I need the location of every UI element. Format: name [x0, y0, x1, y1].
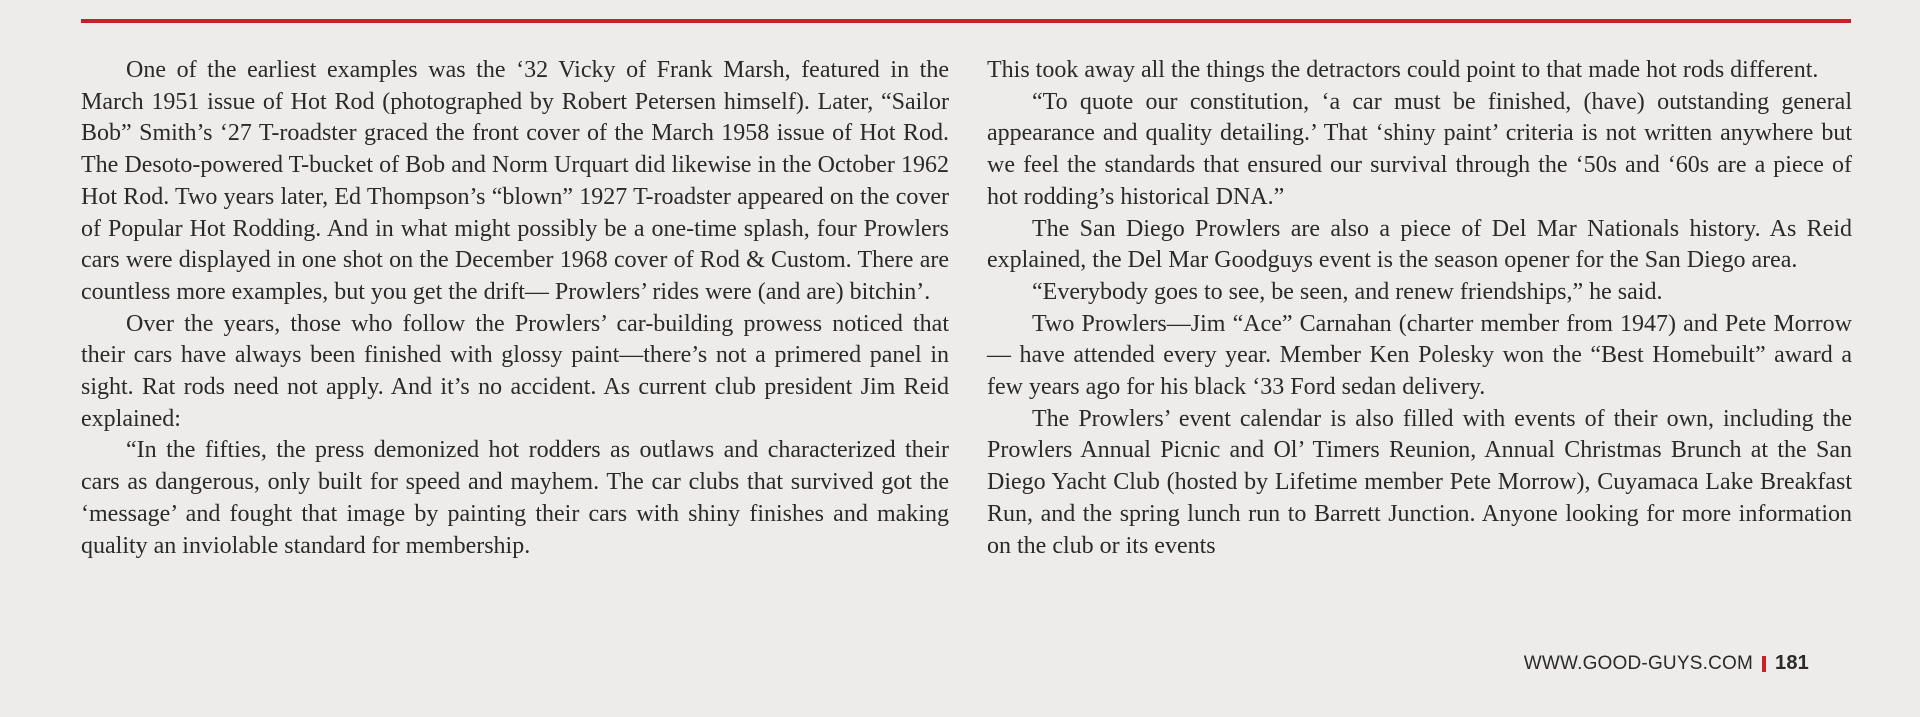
- left-column: [81, 55, 949, 562]
- page-number: 181: [1775, 652, 1809, 674]
- footer-url[interactable]: WWW.GOOD-GUYS.COM: [1523, 652, 1754, 674]
- paragraph: Over the years, those who follow the Prowlers’ car-building prowess noticed that their cars have always been finished with glossy paint—there’s not a primered panel in sight. Rat rods need not apply. And it’s no accident. As current club president Jim Reid explained:: [81, 310, 949, 432]
- paragraph: One of the earliest examples was the ‘32 Vicky of Frank Marsh, featured in the March 1951 issue of Hot Rod (photographed by Robert Petersen himself). Later, “Sailor Bob” Smith’s ‘27 T-roadster graced the front cover of the March 1958 issue of Hot Rod. The Desoto-powered T-bucket of Bob and Norm Urquart did likewise in the October 1962 Hot Rod. Two years later, Ed Thompson’s “blown” 1927 T-roadster appeared on the cover of Popular Hot Rodding. And in what might possibly be a one-time splash, four Prowlers cars were displayed in one shot on the December 1968 cover of Rod & Custom. There are countless more examples, but you get the drift— Prowlers’ rides were (and are) bitchin’.: [81, 57, 949, 305]
- paragraph: Two Prowlers—Jim “Ace” Carnahan (charter member from 1947) and Pete Morrow— have attended every year. Member Ken Polesky won the “Best Homebuilt” award a few years ago for his black ‘33 Ford sedan delivery.: [987, 310, 1852, 401]
- paragraph: This took away all the things the detractors could point to that made hot rods different.: [987, 57, 1819, 83]
- paragraph: The San Diego Prowlers are also a piece of Del Mar Nationals history. As Reid explained, the Del Mar Goodguys event is the season opener for the San Diego area.: [987, 215, 1852, 274]
- paragraph: “In the fifties, the press demonized hot rodders as outlaws and characterized their cars as dangerous, only built for speed and mayhem. The car clubs that survived got the ‘message’ and fought that image by painting their cars with shiny finishes and making quality an inviolable standard for membership.: [81, 437, 949, 559]
- paragraph: “To quote our constitution, ‘a car must be finished, (have) outstanding general appearance and quality detailing.’ That ‘shiny paint’ criteria is not written anywhere but we feel the standards that ensured our survival through the ‘50s and ‘60s are a piece of hot rodding’s historical DNA.”: [987, 88, 1852, 210]
- page-footer: [1524, 652, 1809, 675]
- header-rule: [81, 19, 1851, 23]
- footer-separator: [1762, 656, 1766, 672]
- paragraph: The Prowlers’ event calendar is also filled with events of their own, including the Prowlers Annual Picnic and Ol’ Timers Reunion, Annual Christmas Brunch at the San Diego Yacht Club (hosted by Lifetime member Pete Morrow), Cuyamaca Lake Breakfast Run, and the spring lunch run to Barrett Junction. Anyone looking for more information on the club or its events: [987, 405, 1852, 559]
- paragraph: “Everybody goes to see, be seen, and renew friendships,” he said.: [1032, 278, 1663, 305]
- right-column: [987, 55, 1852, 562]
